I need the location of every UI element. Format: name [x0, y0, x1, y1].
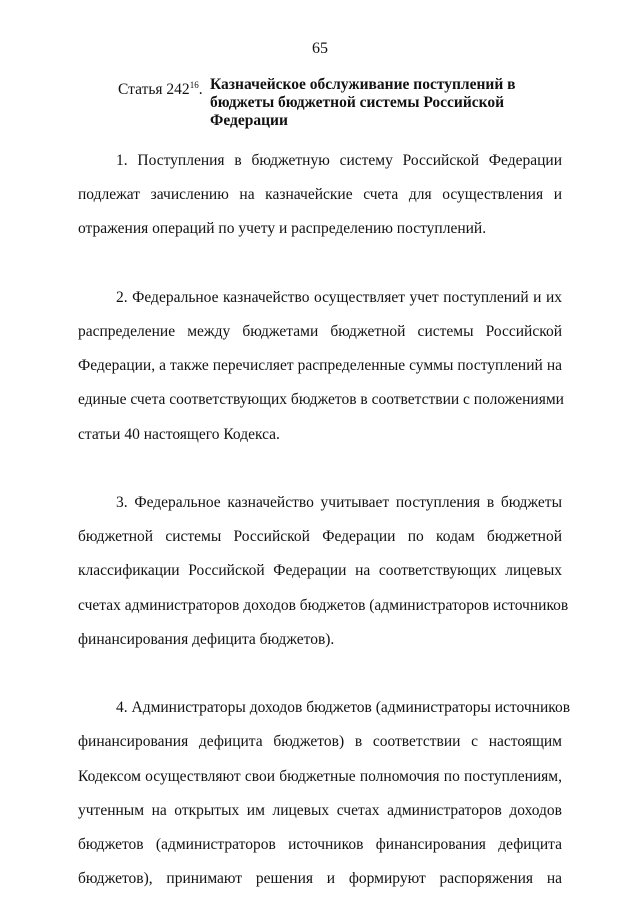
page-number: 65	[312, 40, 328, 57]
text-line: классификации Российской Федерации на соответствующих лицевых	[78, 562, 562, 580]
text-line: финансирования дефицита бюджетов) в соответствии с настоящим	[78, 733, 562, 751]
text-line: счетах администраторов доходов бюджетов (администраторов источников	[78, 596, 569, 614]
document-body	[78, 144, 571, 896]
text-line: 3. Федеральное казначейство учитывает поступления в бюджеты	[116, 494, 562, 511]
text-line: учтенным на открытых им лицевых счетах администраторов доходов	[78, 801, 562, 819]
paragraph-3	[78, 486, 569, 657]
text-line: Федерации, а также перечисляет распределенные суммы поступлений на	[78, 357, 562, 375]
text-line: Кодексом осуществляют свои бюджетные полномочия по поступлениям,	[78, 767, 562, 785]
text-line: финансирования дефицита бюджетов).	[78, 630, 335, 648]
text-line: отражения операций по учету и распределению поступлений.	[78, 220, 487, 238]
text-line: распределение между бюджетами бюджетной системы Российской	[78, 323, 562, 340]
paragraph-1	[78, 144, 562, 247]
paragraph-2	[78, 281, 562, 452]
text-line: 4. Администраторы доходов бюджетов (администраторы источников	[116, 699, 571, 717]
article-title: Казначейское обслуживание поступлений в бюджеты бюджетной системы Российской Федерации	[210, 76, 516, 129]
text-line: 2. Федеральное казначейство осуществляет учет поступлений и их	[116, 288, 562, 306]
article-superscript: 16	[189, 80, 199, 90]
article-number: Статья $242^{16}$.	[118, 80, 203, 98]
text-line: 1. Поступления в бюджетную систему Российской Федерации	[116, 152, 562, 169]
text-line: бюджетной системы Российской Федерации по кодам бюджетной	[78, 528, 562, 546]
text-line: статьи 40 настоящего Кодекса.	[78, 425, 280, 443]
paragraph-4	[78, 691, 571, 896]
text-line: единые счета соответствующих бюджетов в соответствии с положениями	[78, 391, 564, 409]
text-line: бюджетов), принимают решения и формируют распоряжения на	[78, 870, 562, 888]
text-line: бюджетов (администраторов источников финансирования дефицита	[78, 836, 562, 854]
text-line: подлежат зачислению на казначейские счета для осуществления и	[78, 186, 562, 204]
